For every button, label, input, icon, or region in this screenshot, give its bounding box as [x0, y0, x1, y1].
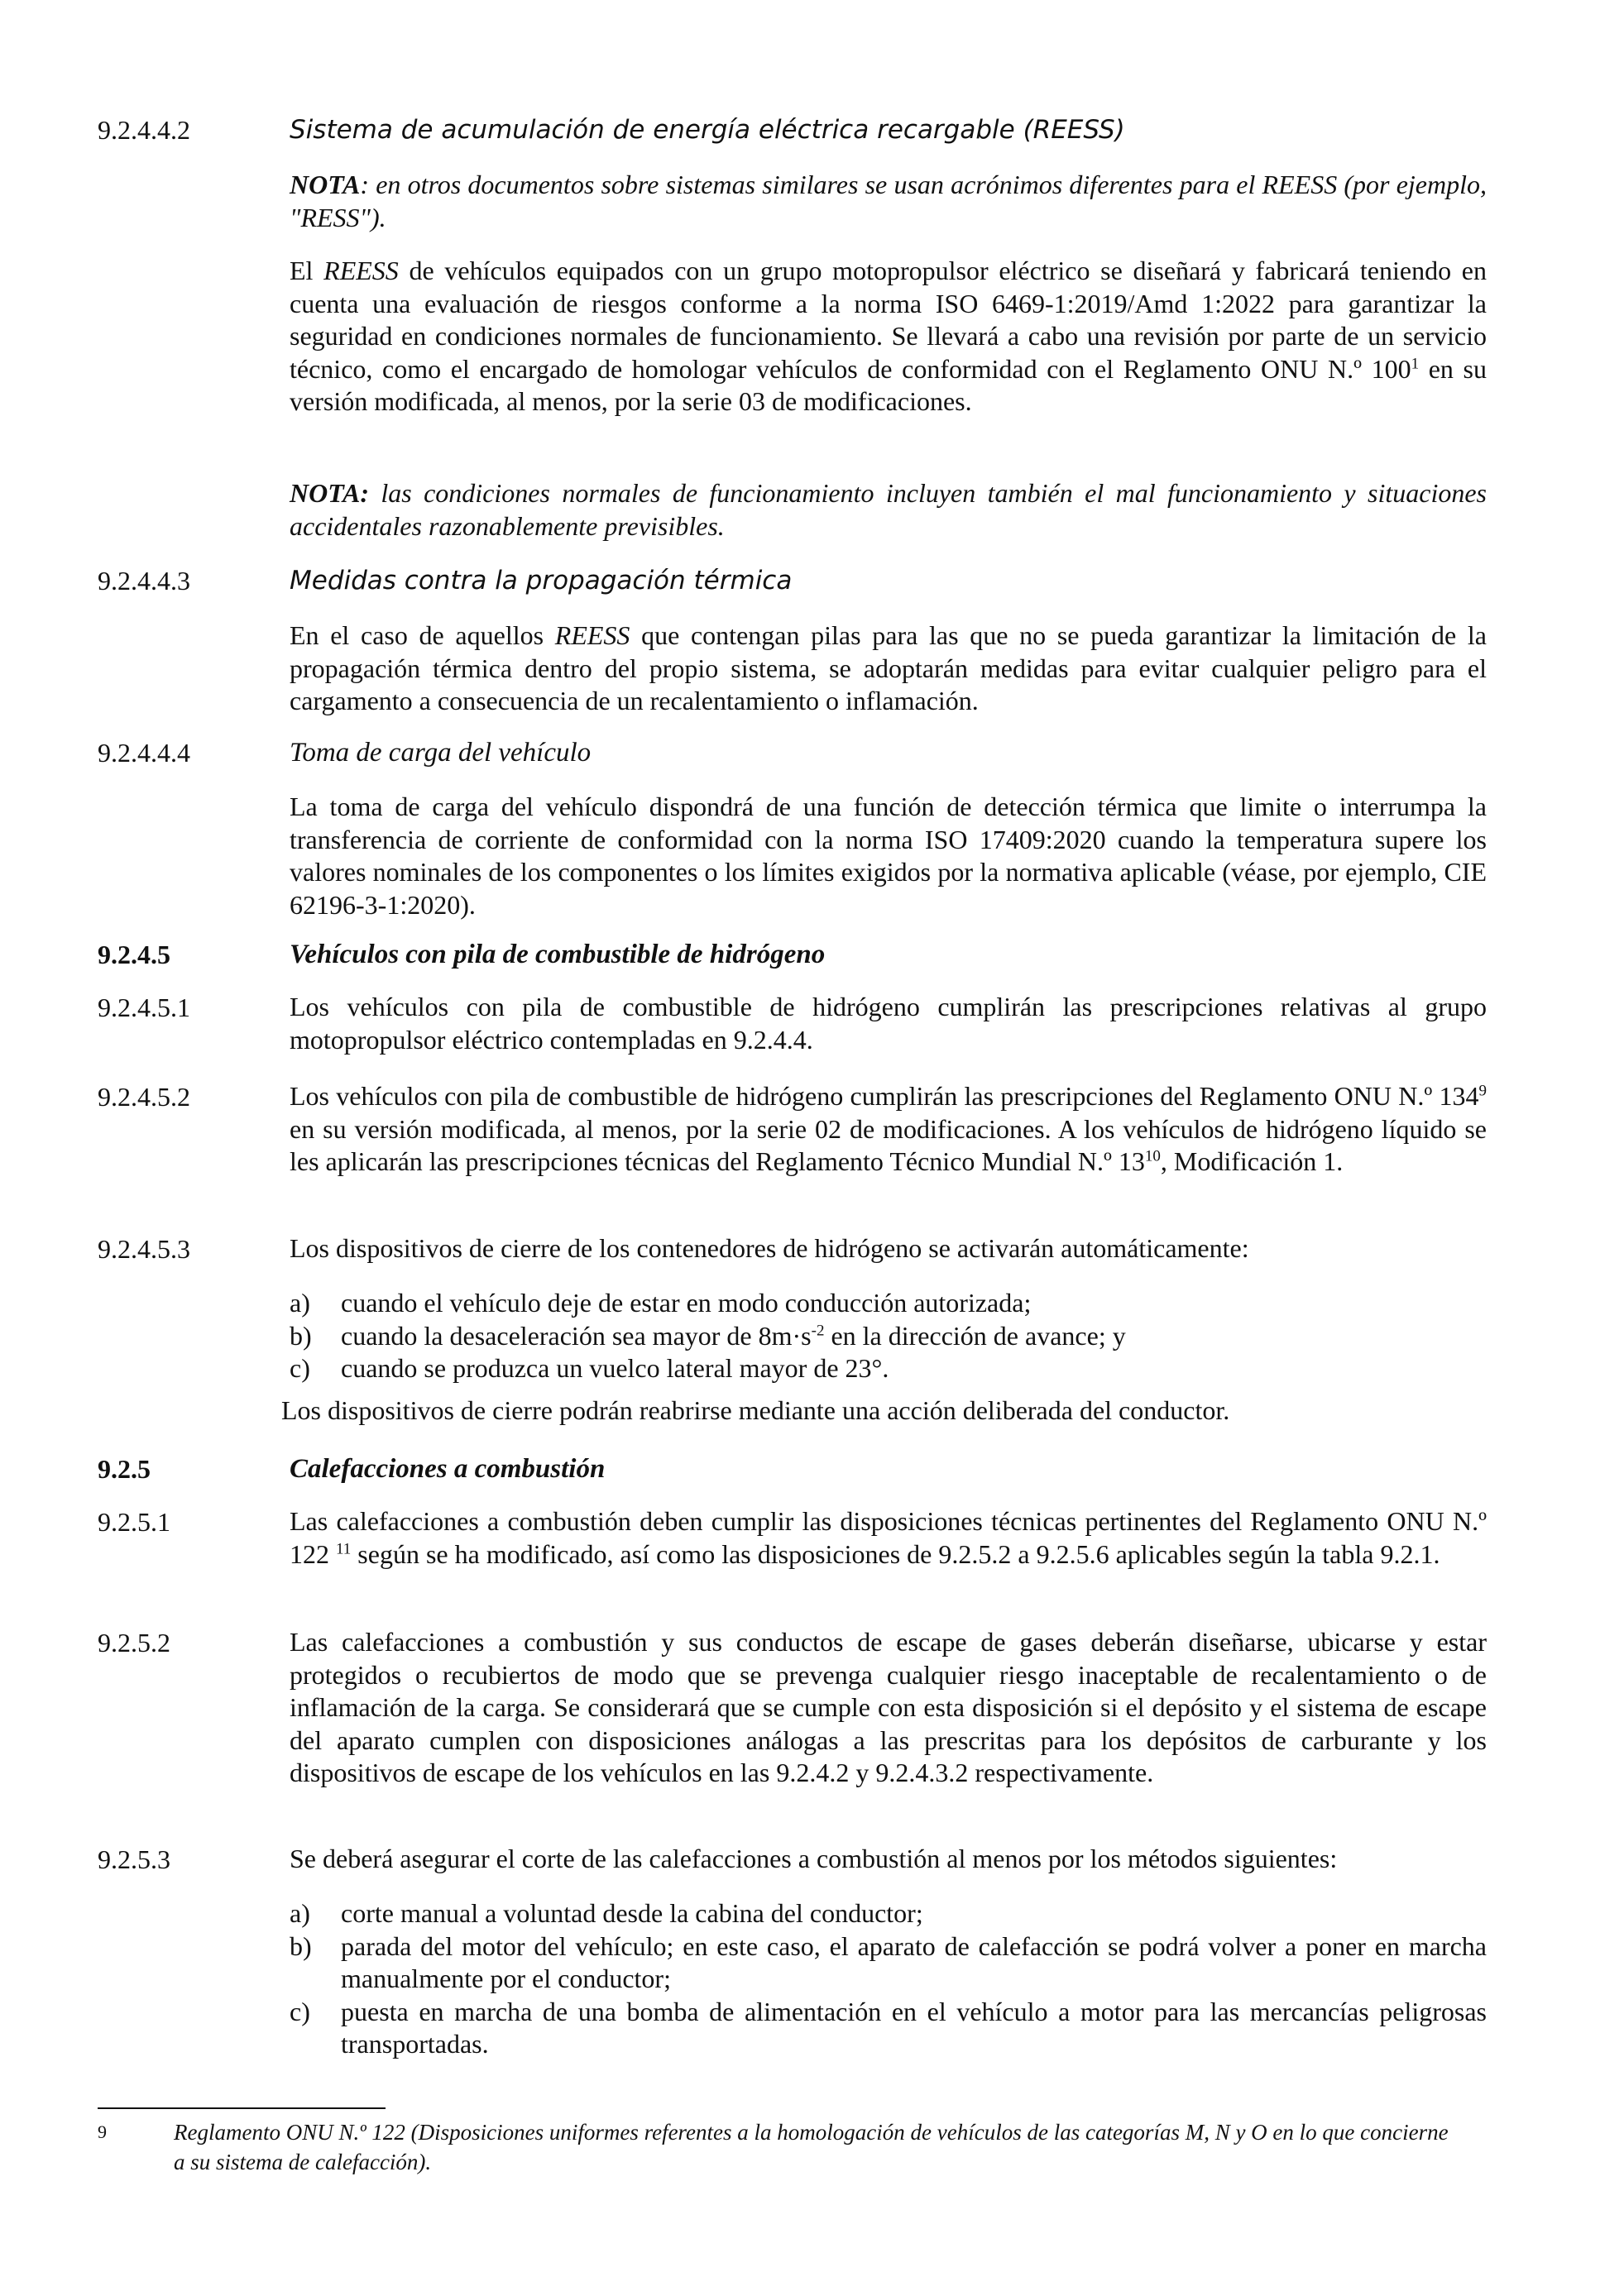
text-run: En el caso de aquellos — [290, 620, 555, 650]
footnote-ref[interactable]: 11 — [336, 1539, 352, 1557]
list-text: parada del motor del vehículo; en este caso, el aparato de calefacción se podrá volver a poner en marcha manualmente por el conductor; — [341, 1930, 1487, 1993]
section-number: 9.2.5 — [98, 1454, 151, 1484]
text-run: en su versión modificada, al menos, por la serie 02 de modificaciones. A los vehículos de hidrógeno líquido se les aplicarán las prescripciones técnicas del Reglamento Técnico Mundial N.º 13 — [290, 1113, 1487, 1176]
list-item — [290, 1352, 1487, 1385]
note-label: NOTA: — [290, 478, 369, 508]
text-run: , Modificación 1. — [1160, 1146, 1344, 1176]
note-paragraph — [290, 477, 1487, 543]
text-run: Los vehículos con pila de combustible de hidrógeno cumplirán las prescripciones del Reglamento ONU N.º 134 — [290, 1081, 1479, 1111]
footnote-text: Reglamento ONU N.º 122 (Disposiciones uniformes referentes a la homologación de vehículos de las categorías M, N y O en lo que concierne a su sistema de calefacción). — [174, 2120, 1449, 2174]
footnote-ref[interactable]: 1 — [1411, 354, 1420, 372]
footnote-ref[interactable]: 10 — [1144, 1147, 1161, 1165]
body-paragraph: La toma de carga del vehículo dispondrá de una función de detección térmica que limite o interrumpa la transferencia de corriente de conformidad con la norma ISO 17409:2020 cuando la temperatura supere los valores nominales de los componentes o los límites exigidos por la normativa aplicable (véase, por ejemplo, CIE 62196-3-1:2020). — [290, 792, 1487, 920]
body-paragraph: Los dispositivos de cierre podrán reabrirse mediante una acción deliberada del conductor. — [281, 1395, 1230, 1425]
section-number: 9.2.5.1 — [98, 1507, 170, 1537]
section-title: Vehículos con pila de combustible de hidrógeno — [290, 940, 826, 969]
list-label: b) — [290, 1930, 312, 1961]
footnote-separator — [98, 2107, 386, 2109]
section-number: 9.2.4.4.4 — [98, 738, 190, 768]
text-run: de vehículos equipados con un grupo motopropulsor eléctrico se diseñará y fabricará teniendo en cuenta una evaluación de riesgos conforme a la norma ISO 6469-1:2019/Amd 1:2022 para garantizar la seguridad en condiciones normales de funcionamiento. Se llevará a cabo una revisión por parte de un servicio técnico, como el encargado de homologar vehículos de conformidad con el Reglamento ONU N.º 100 — [290, 256, 1487, 384]
condition-list — [290, 1287, 1487, 1385]
body-paragraph: Las calefacciones a combustión y sus conductos de escape de gases deberán diseñarse, ubicarse y estar protegidos o recubiertos de modo que se prevenga cualquier riesgo inaceptable de recalentamiento o de inflamación de la carga. Se considerará que se cumple con esta disposición si el depósito y el sistema de escape del aparato cumplen con disposiciones análogas a las prescritas para los depósitos de carburante y los dispositivos de escape de los vehículos en las 9.2.4.2 y 9.2.4.3.2 respectivamente. — [290, 1627, 1487, 1787]
section-number: 9.2.5.2 — [98, 1628, 170, 1657]
footnote-number: 9 — [98, 2121, 107, 2142]
list-text: cuando la desaceleración sea mayor de 8m·s — [341, 1320, 812, 1351]
list-text: cuando se produzca un vuelco lateral mayor de 23°. — [341, 1353, 889, 1383]
body-paragraph — [290, 1505, 1487, 1571]
section-number: 9.2.5.3 — [98, 1844, 170, 1874]
body-paragraph: Se deberá asegurar el corte de las calefacciones a combustión al menos por los métodos siguientes: — [290, 1844, 1338, 1873]
list-label: b) — [290, 1320, 312, 1351]
list-text: corte manual a voluntad desde la cabina del conductor; — [341, 1898, 923, 1928]
body-paragraph — [290, 255, 1487, 419]
note-paragraph — [290, 169, 1487, 234]
section-title: Toma de carga del vehículo — [290, 738, 592, 768]
list-text: cuando el vehículo deje de estar en modo conducción autorizada; — [341, 1288, 1032, 1318]
list-label: a) — [290, 1288, 310, 1318]
body-paragraph: Los dispositivos de cierre de los contenedores de hidrógeno se activarán automáticamente: — [290, 1233, 1249, 1263]
section-number: 9.2.4.4.3 — [98, 566, 190, 596]
body-paragraph — [290, 619, 1487, 718]
note-label: NOTA — [290, 170, 361, 199]
text-run: en su versión modificada, al menos, por la serie 03 de modificaciones. — [290, 353, 1487, 416]
body-paragraph: Los vehículos con pila de combustible de hidrógeno cumplirán las prescripciones relativas al grupo motopropulsor eléctrico contempladas en 9.2.4.4. — [290, 992, 1487, 1055]
list-item — [290, 1930, 1487, 1996]
list-item — [290, 1897, 1487, 1930]
list-item — [290, 1287, 1487, 1320]
section-number: 9.2.4.5.1 — [98, 993, 190, 1022]
text-run: El — [290, 256, 324, 285]
list-label: a) — [290, 1898, 310, 1928]
method-list — [290, 1897, 1487, 2061]
note-text: las condiciones normales de funcionamiento incluyen también el mal funcionamiento y situaciones accidentales razonablemente previsibles. — [290, 478, 1487, 541]
list-label: c) — [290, 1996, 310, 2026]
section-number: 9.2.4.4.2 — [98, 115, 190, 145]
text-run-italic: REESS — [323, 256, 399, 285]
superscript: -2 — [811, 1321, 825, 1339]
section-title: Calefacciones a combustión — [290, 1454, 606, 1484]
section-title: Medidas contra la propagación térmica — [290, 566, 793, 596]
text-run: que contengan pilas para las que no se pueda garantizar la limitación de la propagación térmica dentro del propio sistema, se adoptarán medidas para evitar cualquier peligro para el cargamento a consecuencia de un recalentamiento o inflamación. — [290, 620, 1487, 715]
section-number: 9.2.4.5.2 — [98, 1082, 190, 1112]
list-item — [290, 1996, 1487, 2061]
list-text: puesta en marcha de una bomba de alimentación en el vehículo a motor para las mercancías peligrosas transportadas. — [341, 1996, 1487, 2059]
section-title: Sistema de acumulación de energía eléctrica recargable (REESS) — [290, 115, 1125, 145]
footnote-ref[interactable]: 9 — [1478, 1082, 1487, 1100]
list-item — [290, 1320, 1487, 1353]
body-paragraph — [290, 1080, 1487, 1179]
list-label: c) — [290, 1353, 310, 1383]
note-text: : en otros documentos sobre sistemas similares se usan acrónimos diferentes para el REESS (por ejemplo, "RESS"). — [290, 170, 1487, 232]
section-number: 9.2.4.5.3 — [98, 1234, 190, 1264]
text-run-italic: REESS — [554, 620, 630, 650]
list-text: en la dirección de avance; y — [824, 1320, 1126, 1351]
text-run: Las calefacciones a combustión deben cumplir las disposiciones técnicas pertinentes del Reglamento ONU N.º 122 — [290, 1506, 1487, 1569]
text-run: según se ha modificado, así como las disposiciones de 9.2.5.2 a 9.2.5.6 aplicables según la tabla 9.2.1. — [351, 1538, 1440, 1569]
section-number: 9.2.4.5 — [98, 940, 170, 969]
